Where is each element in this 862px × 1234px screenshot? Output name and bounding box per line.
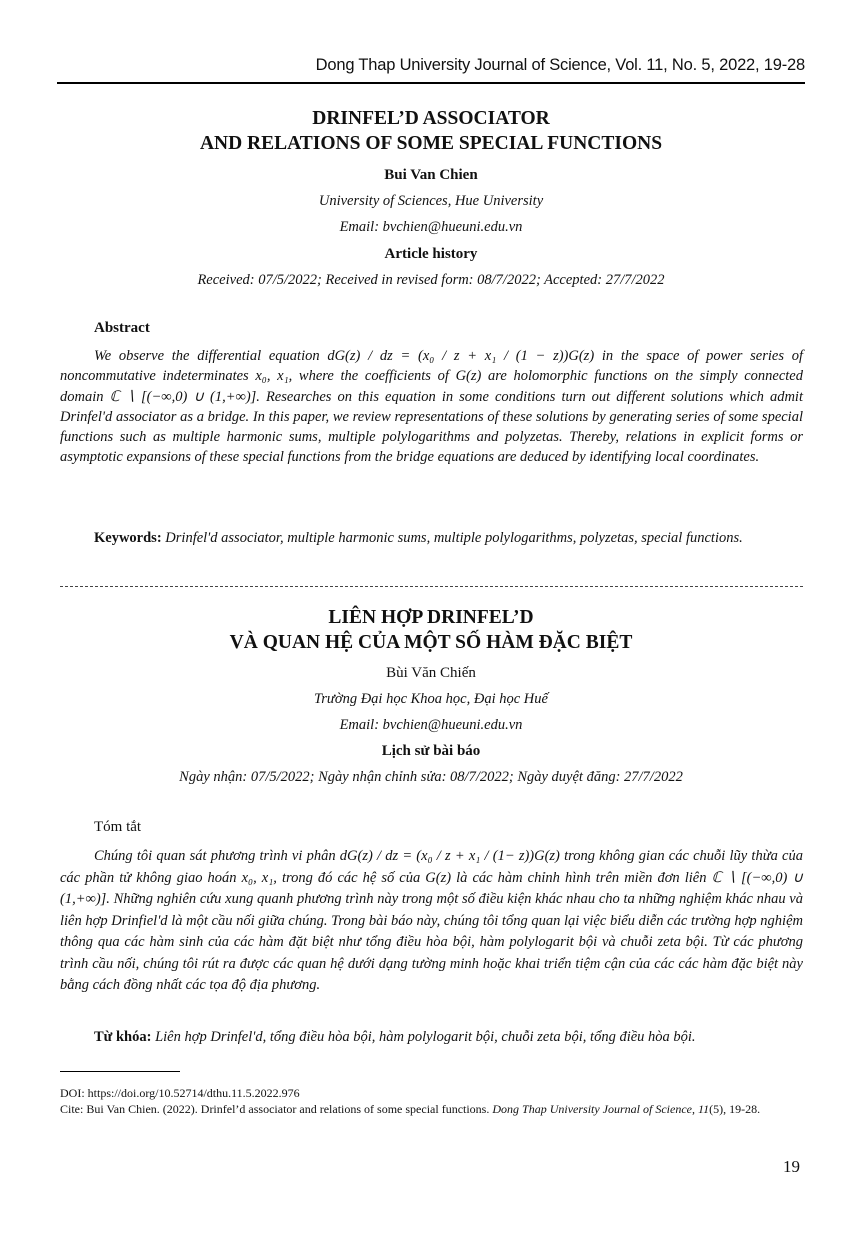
vietnamese-author: Bùi Văn Chiến <box>386 665 476 681</box>
vietnamese-affiliation: Trường Đại học Khoa học, Đại học Huế <box>314 691 548 707</box>
vietnamese-history-heading: Lịch sử bài báo <box>381 743 481 759</box>
keywords-label: Keywords: <box>94 530 162 546</box>
vietnamese-dates: Ngày nhận: 07/5/2022; Ngày nhận chỉnh sửa: 08/7/2022; Ngày duyệt đăng: 27/7/2022 <box>179 769 683 785</box>
english-dates: Received: 07/5/2022; Received in revised form: 08/7/2022; Accepted: 27/7/2022 <box>197 272 665 288</box>
vietnamese-keywords <box>60 1027 803 1047</box>
page-number: 19 <box>783 1157 800 1176</box>
section-divider <box>60 586 803 587</box>
english-title <box>57 106 805 156</box>
english-history-heading: Article history <box>384 246 478 262</box>
keywords-text: Drinfel'd associator, multiple harmonic sums, multiple polylogarithms, polyzetas, special functions. <box>161 530 743 546</box>
footnote-rule <box>60 1071 180 1072</box>
citation-journal: Dong Thap University Journal of Science, 11 <box>492 1102 710 1116</box>
citation-suffix: (5), 19-28. <box>709 1102 761 1116</box>
english-affiliation: University of Sciences, Hue University <box>318 193 544 209</box>
english-title-line1: DRINFEL’D ASSOCIATOR <box>312 108 550 129</box>
english-title-line2: AND RELATIONS OF SOME SPECIAL FUNCTIONS <box>199 133 663 154</box>
abstract-text: We observe the differential equation dG(z) / dz = (x₀ / z + x₁ / (1 − z))G(z) in the space of power series of noncommutative indeterminates x₀, x₁, where the coefficients of G(z) are holomorphic functions on the simply connected domain ℂ ∖ [(−∞,0) ∪ (1,+∞)]. Researches on this equation in some conditions turn out different solutions which admit Drinfel'd associator as a bridge. In this paper, we review representations of these solutions by generating series of some special functions such as multiple harmonic sums, multiple polylogarithms and polyzetas. Thereby, relations in explicit forms or asymptotic expansions of these special functions from the bridge equations are deduced by identifying local coordinates. <box>60 348 803 466</box>
tom-tat-text: Chúng tôi quan sát phương trình vi phân dG(z) / dz = (x₀ / z + x₁ / (1− z))G(z) trong không gian các chuỗi lũy thừa của các phần tử không giao hoán x₀, x₁, trong đó các hệ số của G(z) là các hàm chỉnh hình trên miền đơn liên ℂ ∖ [(−∞,0) ∪ (1,+∞)]. Những nghiên cứu xung quanh phương trình này trong một số điều kiện khác nhau cho ta những nghiệm khác nhau và liên hợp Drinfiel'd là một cầu nối giữa chúng. Trong bài báo này, chúng tôi tổng quan lại việc biểu diễn các trường hợp nghiệm thông qua các hàm sinh của các hàm đặt biệt như tổng điều hòa bội, hàm polylogarit bội và chuỗi zeta bội. Từ các phương trình cầu nối, chúng tôi rút ra được các quan hệ dưới dạng tường minh hoặc khai triển tiệm cận của các các hàm đặc biệt này bằng cách đồng nhất các tọa độ địa phương. <box>60 848 803 993</box>
citation-prefix: Cite: Bui Van Chien. (2022). Drinfel’d associator and relations of some special functions. <box>60 1102 493 1116</box>
running-header: Dong Thap University Journal of Science, Vol. 11, No. 5, 2022, 19-28 <box>315 56 805 74</box>
vietnamese-title <box>57 605 805 655</box>
citation <box>60 1102 805 1118</box>
tom-tat-heading: Tóm tắt <box>94 819 142 835</box>
vietnamese-email: Email: bvchien@hueuni.edu.vn <box>339 717 523 733</box>
english-author: Bui Van Chien <box>384 167 478 183</box>
vietnamese-title-line1: LIÊN HỢP DRINFEL’D <box>328 607 534 628</box>
english-keywords <box>60 528 803 548</box>
abstract-heading: Abstract <box>94 320 150 336</box>
tu-khoa-label: Từ khóa: <box>94 1029 152 1045</box>
english-email: Email: bvchien@hueuni.edu.vn <box>339 219 523 235</box>
tu-khoa-text: Liên hợp Drinfel'd, tổng điều hòa bội, hàm polylogarit bội, chuỗi zeta bội, tổng điều hòa bội. <box>151 1029 696 1045</box>
doi-line[interactable]: DOI: https://doi.org/10.52714/dthu.11.5.2022.976 <box>60 1086 300 1100</box>
vietnamese-title-line2: VÀ QUAN HỆ CỦA MỘT SỐ HÀM ĐẶC BIỆT <box>229 632 633 653</box>
header-rule <box>57 82 805 84</box>
